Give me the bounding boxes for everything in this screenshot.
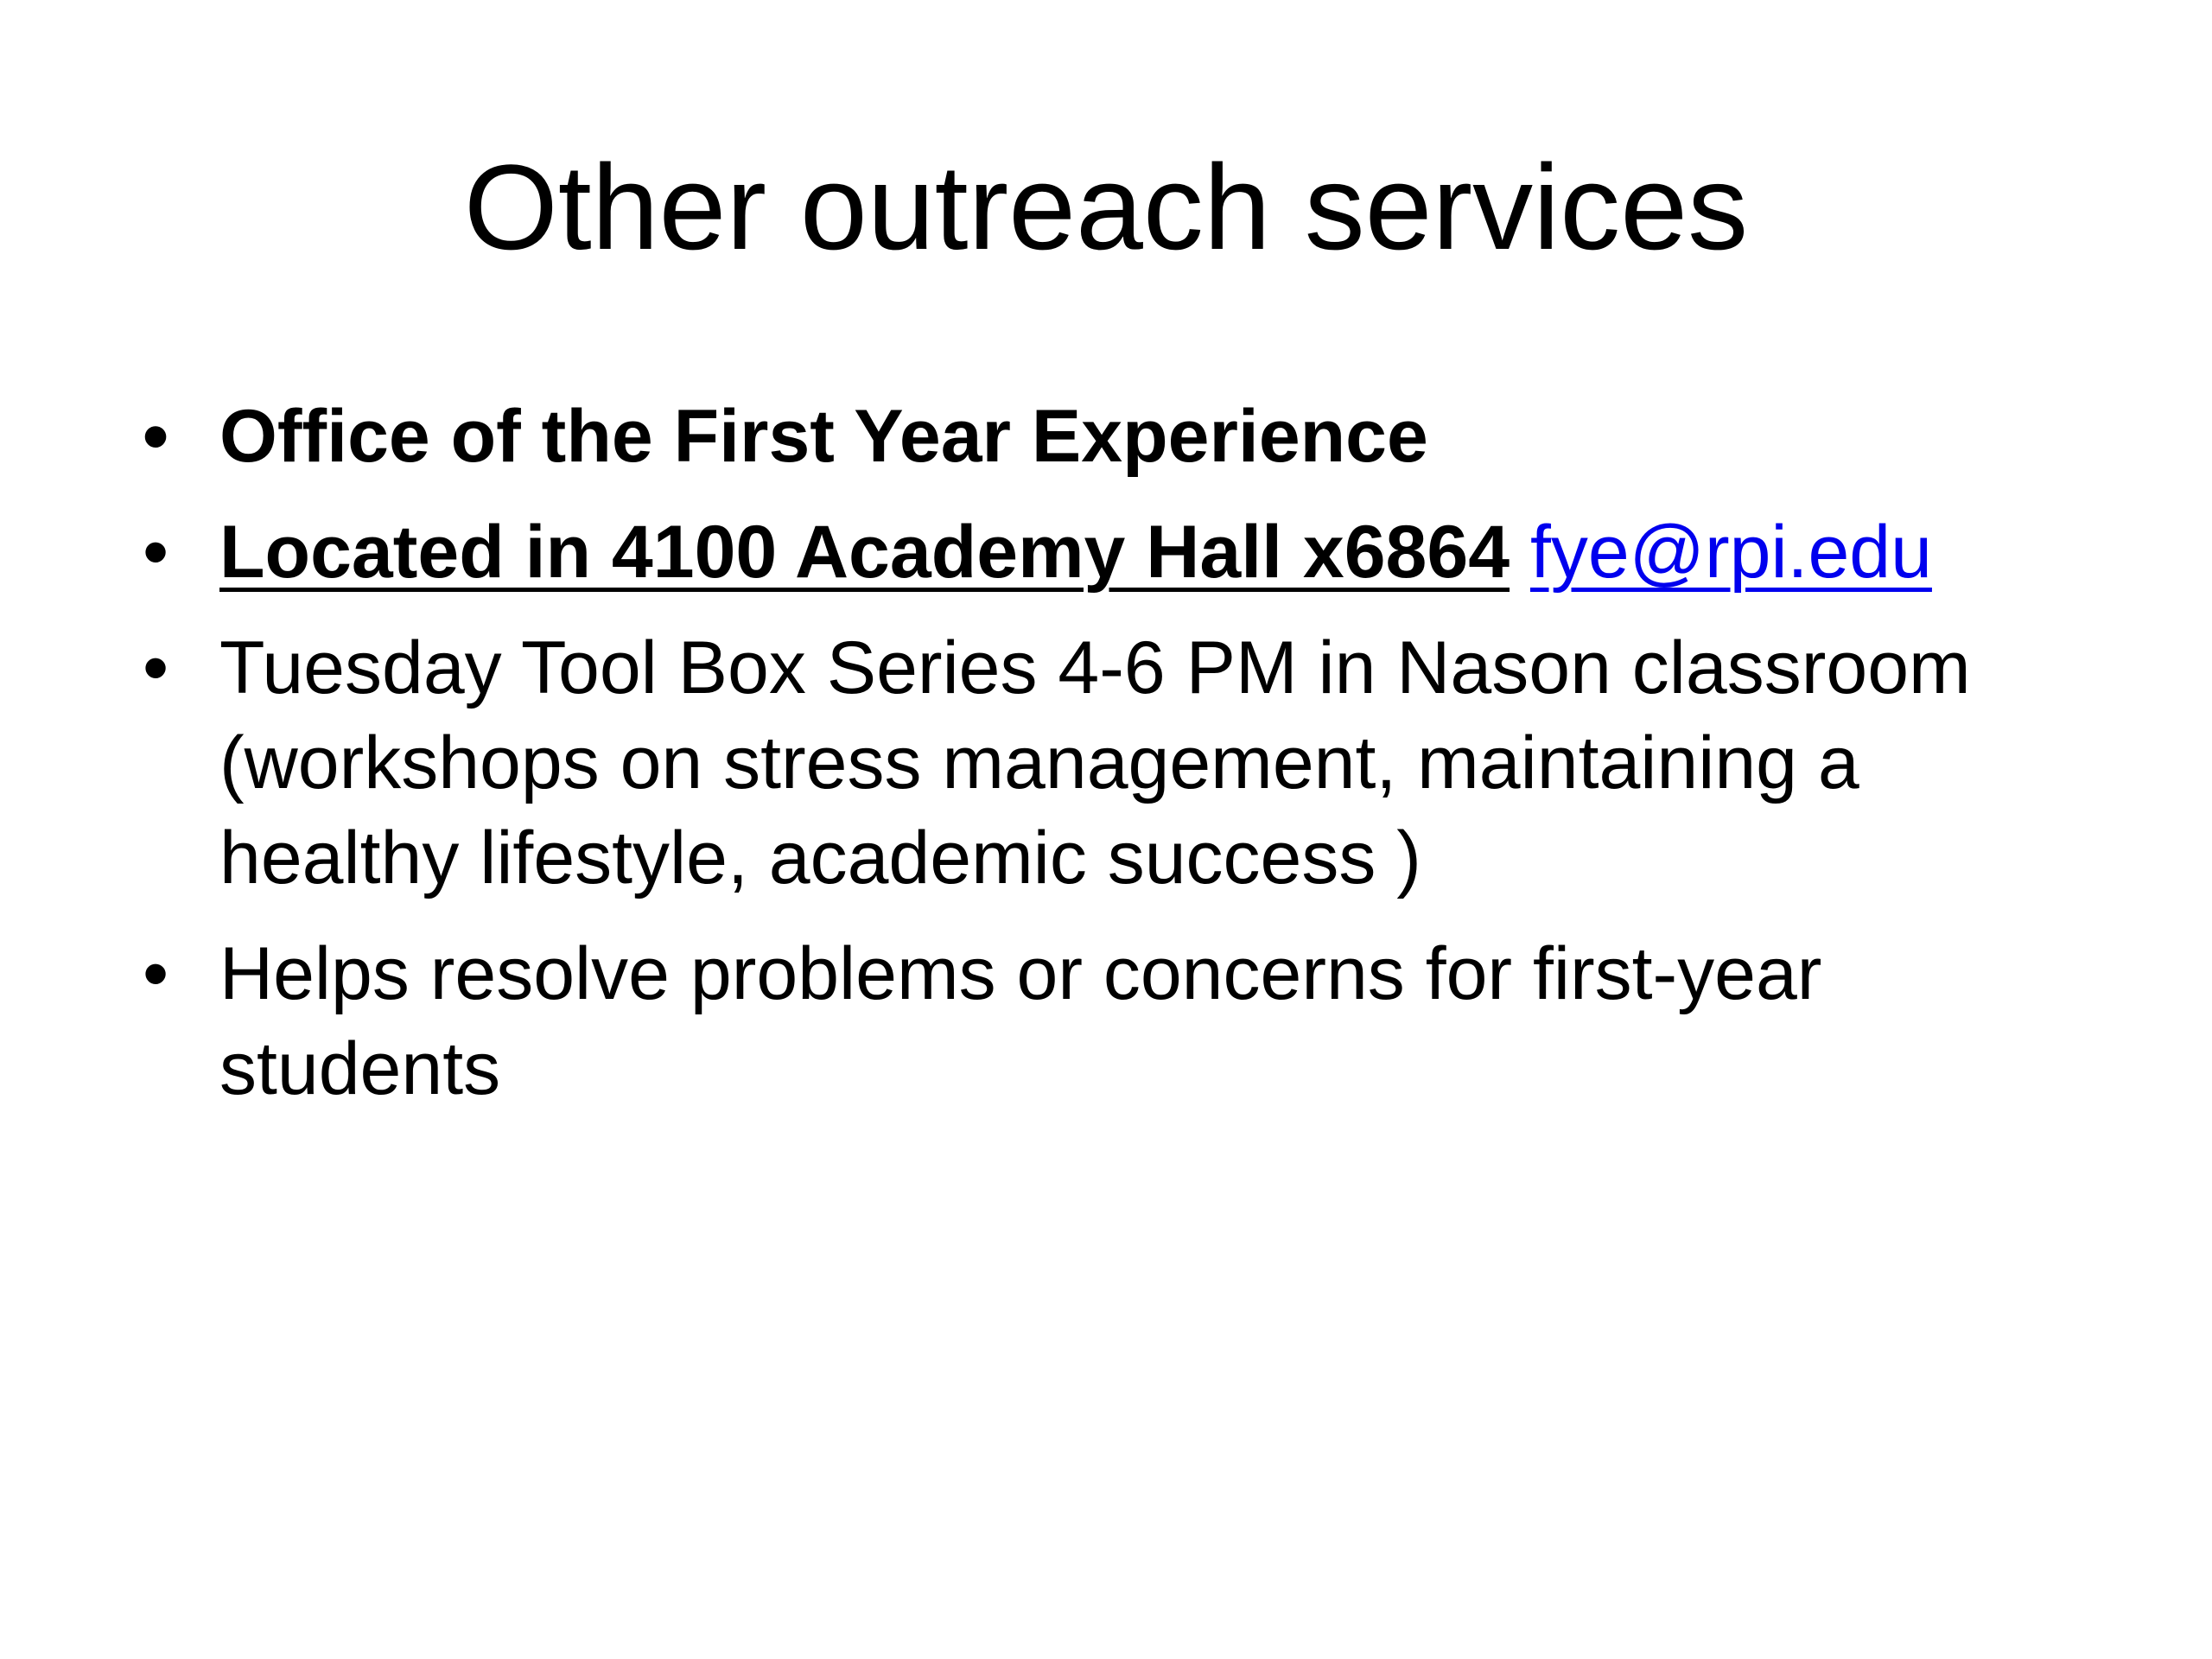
bullet-list bbox=[130, 389, 2100, 1137]
slide-title: Other outreach services bbox=[463, 139, 1749, 275]
bullet-icon: • bbox=[142, 932, 169, 1015]
bullet-icon: • bbox=[142, 511, 169, 594]
bullet-item-toolbox bbox=[130, 620, 2100, 906]
email-link[interactable]: fye@rpi.edu bbox=[1529, 511, 1932, 594]
bullet-text: Office of the First Year Experience bbox=[219, 395, 1428, 478]
bullet-text: Tuesday Tool Box Series 4-6 PM in Nason classroom (workshops on stress management, maintaining a healthy lifestyle, academic success ) bbox=[219, 626, 1971, 899]
bullet-text: Helps resolve problems or concerns for first-year students bbox=[219, 932, 1822, 1110]
location-text: Located in 4100 Academy Hall x6864 bbox=[219, 511, 1510, 594]
bullet-item-location bbox=[130, 505, 2100, 600]
bullet-item-helps bbox=[130, 926, 2100, 1116]
bullet-icon: • bbox=[142, 626, 169, 709]
bullet-item-office bbox=[130, 389, 2100, 484]
bullet-icon: • bbox=[142, 395, 169, 478]
